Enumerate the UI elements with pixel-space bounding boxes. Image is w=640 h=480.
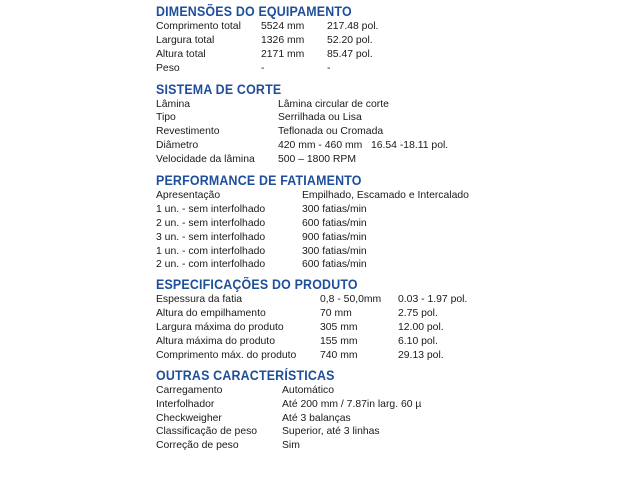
section-equipment-dimensions — [156, 4, 640, 76]
spec-label: Classificação de peso — [156, 426, 258, 438]
spec-label: Revestimento — [156, 126, 220, 138]
spec-label: 1 un. - sem interfolhado — [156, 203, 266, 215]
spec-row — [156, 153, 640, 167]
spec-value: Automático — [282, 384, 334, 396]
spec-value: 300 fatias/min — [302, 203, 367, 215]
spec-value-imperial: 6.10 pol. — [398, 336, 438, 348]
section-cutting-system — [156, 82, 640, 167]
spec-value: 600 fatias/min — [302, 259, 367, 271]
spec-label: Comprimento total — [156, 21, 241, 32]
spec-value: 600 fatias/min — [302, 217, 367, 229]
section-title: OUTRAS CARACTERÍSTICAS — [156, 367, 335, 383]
spec-row — [156, 307, 640, 321]
spec-label: Interfolhador — [156, 398, 215, 410]
spec-value-imperial: 52.20 pol. — [327, 34, 373, 46]
spec-row — [156, 398, 640, 412]
spec-row — [156, 62, 640, 76]
spec-label: Altura do empilhamento — [156, 308, 266, 320]
section-other-features — [156, 368, 640, 453]
section-product-specifications — [156, 277, 640, 362]
section-title: ESPECIFICAÇÕES DO PRODUTO — [156, 277, 358, 293]
spec-value-metric: 70 mm — [320, 308, 352, 320]
spec-value: 500 – 1800 RPM — [278, 154, 356, 166]
spec-row — [156, 245, 640, 259]
spec-label: Altura total — [156, 48, 206, 60]
spec-value-imperial: 217.48 pol. — [327, 21, 379, 32]
spec-label: 2 un. - com interfolhado — [156, 259, 266, 271]
spec-label: Apresentação — [156, 190, 221, 202]
spec-value-metric: 5524 mm — [261, 21, 305, 32]
spec-value-imperial: 85.47 pol. — [327, 48, 373, 60]
spec-row — [156, 258, 640, 272]
spec-value: Serrilhada ou Lisa — [278, 112, 362, 124]
spec-row — [156, 349, 640, 363]
spec-value-metric: 305 mm — [320, 322, 358, 334]
spec-row — [156, 125, 640, 139]
spec-row — [156, 98, 640, 112]
spec-row — [156, 439, 640, 453]
section-title: DIMENSÕES DO EQUIPAMENTO — [156, 4, 352, 19]
spec-value-imperial: 2.75 pol. — [398, 308, 438, 320]
section-title: SISTEMA DE CORTE — [156, 81, 282, 97]
spec-label: Espessura da fatia — [156, 294, 243, 306]
spec-row — [156, 231, 640, 245]
spec-table — [156, 189, 640, 272]
spec-label: Carregamento — [156, 384, 223, 396]
spec-label: Correção de peso — [156, 440, 239, 452]
spec-value: 300 fatias/min — [302, 245, 367, 257]
spec-row — [156, 203, 640, 217]
spec-label: 1 un. - com interfolhado — [156, 245, 266, 257]
spec-value-imperial: 0.03 - 1.97 pol. — [398, 294, 468, 306]
spec-value-metric: 1326 mm — [261, 34, 305, 46]
spec-sheet — [156, 4, 640, 453]
spec-row — [156, 189, 640, 203]
spec-value: 900 fatias/min — [302, 231, 367, 243]
spec-label: 3 un. - sem interfolhado — [156, 231, 266, 243]
spec-value-metric: 740 mm — [320, 349, 358, 361]
spec-value: Empilhado, Escamado e Intercalado — [302, 190, 469, 202]
spec-row — [156, 34, 640, 48]
spec-label: Altura máxima do produto — [156, 336, 275, 348]
spec-value-metric: 2171 mm — [261, 48, 305, 60]
spec-value: Teflonada ou Cromada — [278, 126, 384, 138]
spec-label: Diâmetro — [156, 140, 199, 152]
spec-table — [156, 384, 640, 453]
spec-value: Até 200 mm / 7.87in larg. 60 µ — [282, 398, 422, 410]
spec-table — [156, 20, 640, 76]
spec-label: Lâmina — [156, 98, 191, 110]
spec-value-metric: 155 mm — [320, 336, 358, 348]
spec-value-imperial: 29.13 pol. — [398, 349, 444, 361]
spec-value: Lâmina circular de corte — [278, 98, 389, 110]
spec-row — [156, 384, 640, 398]
spec-table — [156, 293, 640, 362]
section-title: PERFORMANCE DE FATIAMENTO — [156, 173, 362, 189]
section-slicing-performance — [156, 173, 640, 272]
spec-row — [156, 321, 640, 335]
spec-row — [156, 335, 640, 349]
spec-label: Checkweigher — [156, 412, 222, 424]
spec-row — [156, 293, 640, 307]
spec-row — [156, 48, 640, 62]
spec-row — [156, 111, 640, 125]
spec-value-imperial: 12.00 pol. — [398, 322, 444, 334]
spec-label: 2 un. - sem interfolhado — [156, 217, 266, 229]
spec-value-imperial: - — [327, 62, 331, 74]
spec-row — [156, 139, 640, 153]
spec-label: Comprimento máx. do produto — [156, 349, 297, 361]
spec-row — [156, 425, 640, 439]
spec-row — [156, 20, 640, 34]
spec-row — [156, 217, 640, 231]
spec-label: Tipo — [156, 112, 176, 124]
spec-label: Peso — [156, 62, 180, 74]
spec-label: Velocidade da lâmina — [156, 154, 255, 166]
spec-value: Superior, até 3 linhas — [282, 426, 380, 438]
spec-value: Sim — [282, 440, 300, 452]
spec-label: Largura total — [156, 34, 215, 46]
spec-label: Largura máxima do produto — [156, 322, 284, 334]
spec-value-metric: - — [261, 62, 265, 74]
spec-table — [156, 98, 640, 167]
spec-row — [156, 412, 640, 426]
spec-value-metric: 0,8 - 50,0mm — [320, 294, 382, 306]
spec-value: Até 3 balanças — [282, 412, 351, 424]
spec-value: 420 mm - 460 mm 16.54 -18.11 pol. — [278, 140, 449, 152]
